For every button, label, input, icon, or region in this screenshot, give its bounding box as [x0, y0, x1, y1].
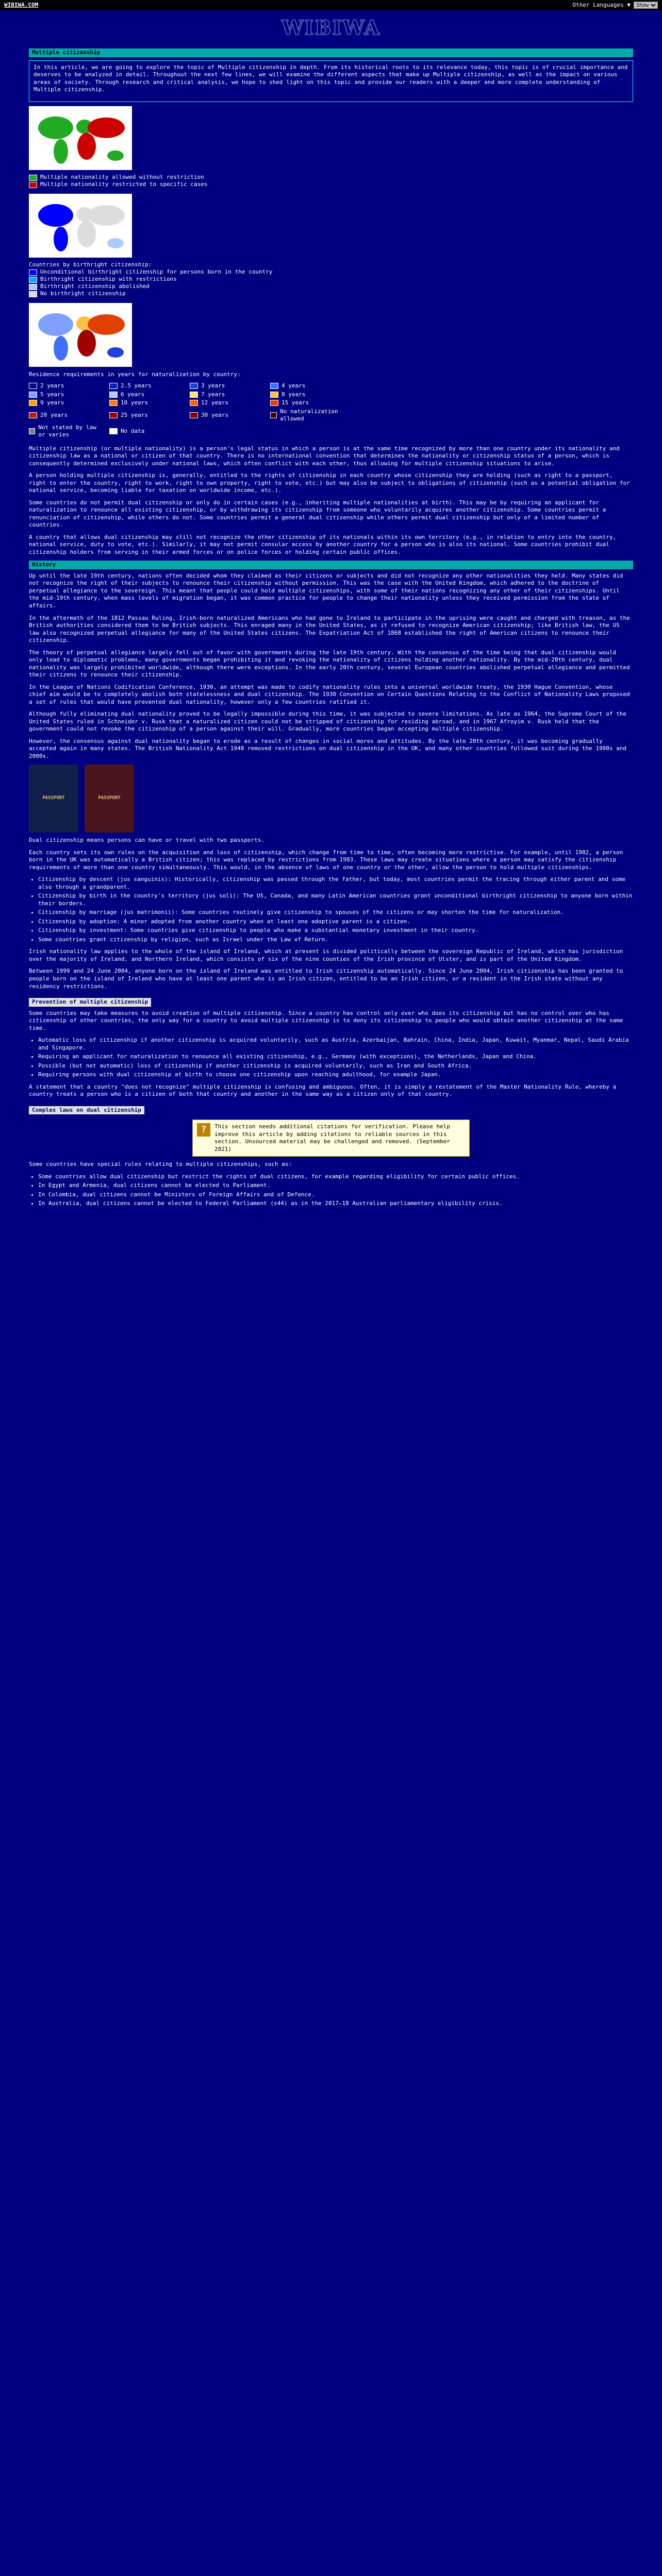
paragraph: However, the consensus against dual nationality began to erode as a result of changes in social mores and attitudes. By the late 20th century, it was becoming gradually accepted again in many states. The British Nationality Act 1948 removed restrictions on dual citizenship in the UK, and many other countries followed suit during the 1990s and 2000s. [29, 737, 626, 759]
legend-item [29, 399, 106, 407]
legend-label: 30 years [201, 411, 228, 418]
legend-item [29, 424, 106, 439]
list-item: • Possible (but not automatic) loss of citizenship if another citizenship is acquired voluntarily, such as Iran and South Africa. [38, 1062, 633, 1070]
language-selector [572, 2, 658, 9]
legend-swatch [29, 400, 37, 406]
legend-swatch [109, 383, 118, 389]
list-item: • Automatic loss of citizenship if another citizenship is acquired voluntarily, such as Austria, Azerbaijan, Bahrain, China, India, Japan, Kuwait, Myanmar, Nepal, Saudi Arabia and Singapore. [38, 1037, 633, 1052]
list-item: • Citizenship by marriage (jus matrimonii): Some countries routinely give citizenship to spouses of the citizens or may shorten the time for naturalization. [38, 909, 633, 917]
map-birthright [29, 194, 633, 258]
list-item: • Citizenship by adoption: A minor adopted from another country when at least one adoptive parent is a citizen. [38, 918, 633, 926]
section-prevention: Prevention of multiple citizenship [29, 998, 151, 1007]
list-item: • Some countries allow dual citizenship but restrict the rights of dual citizens, for example regarding eligibility for certain public offices. [38, 1173, 633, 1181]
legend-item: Multiple nationality restricted to specific cases [29, 181, 633, 189]
legend-label: 4 years [282, 382, 306, 389]
article-title: Multiple citizenship [29, 48, 633, 57]
legend-label: No naturalization allowed [280, 408, 338, 422]
legend-swatch [270, 392, 278, 398]
legend-item [109, 382, 187, 390]
list-item: • Citizenship by descent (jus sanguinis): Historically, citizenship was passed through the father, but today, most countries permit the tracing through either parent and some also through a grandparent. [38, 876, 633, 891]
legend-item [270, 382, 347, 390]
legend-item [270, 391, 347, 399]
intro-box [29, 60, 633, 102]
legend-item: Multiple nationality allowed without restriction [29, 174, 633, 181]
site-logo[interactable]: WIBIWA [281, 15, 381, 39]
legend-item [29, 391, 106, 399]
legend-item [270, 399, 347, 407]
language-select[interactable] [634, 2, 658, 9]
list-item: • Some countries grant citizenship by religion, such as Israel under the Law of Return. [38, 936, 633, 944]
legend-item [29, 408, 106, 423]
legend-swatch [29, 277, 37, 283]
legend-label: 3 years [201, 382, 225, 389]
legend-label: 25 years [121, 411, 148, 418]
legend-swatch [270, 412, 277, 418]
list-item: • In Egypt and Armenia, dual citizens cannot be elected to Parliament. [38, 1182, 633, 1190]
list-item: • In Australia, dual citizens cannot be elected to Federal Parliament (s44) as in the 2017–18 Australian parliamentary eligibility crisis. [38, 1200, 633, 1208]
world-map-3[interactable] [29, 303, 132, 367]
list-item: • Requiring an applicant for naturalization to renounce all existing citizenship, e.g., Germany (with exceptions), the Netherlands, Japan and China. [38, 1053, 633, 1061]
paragraph: Multiple citizenship (or multiple nationality) is a person's legal status in which a person is at the same time recognized by more than one country under its nationality and citizenship law as a national or citizen of that country. There is no international convention that determines the nationality or citizenship status of a person, which is consequently determined exclusively under national laws, which often conflict with each other, thus allowing for multiple citizenship situations to arise. [29, 445, 620, 467]
legend-swatch [190, 392, 198, 398]
paragraph: In the League of Nations Codification Conference, 1930, an attempt was made to codify nationality rules into a universal worldwide treaty, the 1930 Hague Convention, whose chief aim would be to completely abolish both statelessness and dual citizenship. The 1930 Convention on Certain Questions Relating to the Conflict of Nationality Laws proposed a set of rules that would have prevented dual nationality, however only a few countries ratified it. [29, 683, 630, 705]
legend-item [109, 408, 187, 423]
legend-label: 15 years [282, 399, 309, 406]
legend-label: 7 years [201, 391, 225, 398]
legend-swatch [190, 400, 198, 406]
passport-usa: PASSPORT [29, 765, 78, 833]
image-caption: Dual citizenship means persons can have or travel with two passports. [29, 837, 264, 844]
legend-swatch [29, 412, 37, 418]
legend-label: Not stated by law or varies [38, 423, 96, 438]
legend-item: No birthright citizenship [29, 291, 633, 298]
legend-swatch [270, 383, 278, 389]
map3-legend [29, 382, 633, 439]
intro-text: In this article, we are going to explore the topic of Multiple citizenship in depth. From its historical roots to its relevance today, this topic is of crucial importance and deserves to be analyzed in detail. Throughout the next few lines, we will examine the different aspects that make up Multiple citizenship, as well as the impact on various areas of society. Through research and critical analysis, we hope to shed light on this topic and provide our readers with a deeper and more complete understanding of Multiple citizenship. [34, 63, 628, 93]
paragraph: Some countries may take measures to avoid creation of multiple citizenship. Since a country has control only over who does its citizenship but has no control over who has citizenship of other countries, the only way for a country to avoid multiple citizenship is to deny its citizenship to people who would obtain another citizenship at the same time. [29, 1009, 623, 1031]
citation-warning [192, 1120, 470, 1157]
section-history: History [29, 561, 633, 569]
legend-swatch [29, 291, 37, 297]
paragraph: Some countries have special rules relating to multiple citizenships, such as: [29, 1161, 292, 1168]
paragraph: Although fully eliminating dual nationality proved to be legally impossible during this time, it was subjected to severe limitations. As late as 1964, the Supreme Court of the United States ruled in Schneider v. Rusk that a naturalized citizen could not be stripped of citizenship for residing abroad, and in 1967 Afroyim v. Rusk held that the government could not revoke the citizenship of a person against their will. Gradually, more countries began accepting multiple citizenship. [29, 710, 626, 733]
legend-swatch-red [29, 182, 37, 188]
legend-swatch [190, 383, 198, 389]
legend-swatch [109, 428, 118, 434]
list-item: • Requiring persons with dual citizenship at birth to choose one citizenship upon reaching adulthood, for example Japan. [38, 1071, 633, 1079]
list-acquisition [38, 876, 633, 943]
legend-label: 2.5 years [121, 382, 152, 389]
passport-image [29, 765, 633, 833]
paragraph: Up until the late 19th century, nations often decided whom they claimed as their citizens or subjects and did not recognize any other nationalities they held. Many states did not recognize the right of their subjects to renounce their citizenship without permission. This was the case with the United Kingdom, which adhered to the doctrine of perpetual allegiance to the sovereign. This meant that people could hold multiple citizenships, with some of their nations recognizing any other of their citizenships. Until the mid-19th century, when mass levels of migration began, it was common practice for people to change their nationality unless they received permission from the state of affairs. [29, 572, 623, 609]
main-content [0, 48, 662, 1208]
list-item: • Citizenship by birth in the country's territory (jus soli): The US, Canada, and many Latin American countries grant unconditional birthright citizenship to anyone born within their borders. [38, 892, 633, 907]
header [0, 10, 662, 45]
other-languages-label[interactable]: Other Languages ▼ [572, 1, 631, 8]
paragraph: A statement that a country "does not recognize" multiple citizenship is confusing and ambiguous. Often, it is simply a restatement of the Master Nationality Rule, whereby a country treats a person who is a citizen of both that country and another in the same way as a citizen only of that country. [29, 1083, 617, 1098]
legend-swatch-green [29, 175, 37, 181]
legend-item [109, 399, 187, 407]
legend-item [190, 391, 267, 399]
paragraph: In the aftermath of the 1812 Passau Ruling, Irish-born naturalized Americans who had gone to Ireland to participate in the uprising were caught and charged with treason, as the British authorities considered them to be British subjects. This enraged many in the United States, as it refused to recognize American citizenship; like British law, the US law also recognized perpetual allegiance for many of the United States citizens. The Expatriation Act of 1868 established the right of American citizens to renounce their citizenship. [29, 614, 630, 644]
legend-item [190, 382, 267, 390]
list-prevention [38, 1037, 633, 1079]
legend-swatch [190, 412, 198, 418]
list-item: • In Colombia, dual citizens cannot be Ministers of Foreign Affairs and of Defence. [38, 1191, 633, 1199]
legend-item: Unconditional birthright citizenship for persons born in the country [29, 269, 633, 276]
legend-label: 6 years [121, 391, 145, 398]
legend-label: No data [121, 427, 145, 434]
section-complex-laws: Complex laws on dual citizenship [29, 1106, 144, 1115]
legend-item [109, 391, 187, 399]
paragraph: A country that allows dual citizenship may still not recognize the other citizenship of its nationals within its own territory (e.g., in relation to entry into the country, national service, duty to vote, etc.). Similarly, it may not permit consular access by another country for a person who is also its national. Some countries prohibit dual citizenship holders from serving in their armed forces or on police forces or holding certain public offices. [29, 533, 617, 555]
map-dual-nationality [29, 106, 633, 170]
map3-caption: Residence requirements in years for naturalization by country: [29, 370, 241, 378]
map1-legend [29, 174, 633, 189]
legend-swatch [29, 269, 37, 276]
list-item: • Citizenship by investment: Some countries give citizenship to people who make a substantial monetary investment in their country. [38, 927, 633, 935]
legend-label: 9 years [40, 399, 64, 406]
legend-item [29, 382, 106, 390]
legend-swatch [109, 412, 118, 418]
map-residence [29, 303, 633, 367]
list-complex [38, 1173, 633, 1208]
top-bar [0, 0, 662, 10]
legend-label: 12 years [201, 399, 228, 406]
paragraph: Between 1999 and 24 June 2004, anyone born on the island of Ireland was entitled to Irish citizenship automatically. Since 24 June 2004, Irish citizenship has been granted to people born on the island of Ireland who have at least one parent who is an Irish citizen, entitled to be an Irish citizen, or a resident in the Irish state without any residency restrictions. [29, 968, 623, 990]
site-link[interactable]: WIBIWA.COM [4, 1, 39, 8]
legend-swatch [29, 392, 37, 398]
legend-label: 20 years [40, 411, 68, 418]
legend-item: Birthright citizenship abolished [29, 283, 633, 291]
legend-item [109, 424, 187, 439]
warning-text: This section needs additional citations for verification. Please help improve this article by adding citations to reliable sources in this section. Unsourced material may be challenged and removed. (September 2021) [214, 1123, 450, 1153]
legend-swatch [109, 400, 118, 406]
legend-label: 10 years [121, 399, 148, 406]
legend-swatch [29, 383, 37, 389]
legend-swatch [29, 284, 37, 290]
legend-swatch [270, 400, 278, 406]
legend-swatch [109, 392, 118, 398]
paragraph: A person holding multiple citizenship is, generally, entitled to the rights of citizenship in each country whose citizenship they are holding (such as right to a passport, right to enter the country, right to work, right to own property, right to vote, etc.) but may also be subject to obligations of citizenship (such as a potential obligation for national service, becoming liable for taxation on worldwide income, etc.). [29, 472, 630, 494]
legend-label: 5 years [40, 391, 64, 398]
legend-label: 2 years [40, 382, 64, 389]
paragraph: Some countries do not permit dual citizenship or only do in certain cases (e.g., inheriting multiple nationalities at birth). This may be by requiring an applicant for naturalization to renounce all existing citizenship, or by withdrawing its citizenship from someone who voluntarily acquires another citizenship. Some countries permit a renunciation of citizenship, while others do not. Some countries permit a general dual citizenship while others permit dual citizenship but only of a limited number of countries. [29, 499, 606, 529]
paragraph: The theory of perpetual allegiance largely fell out of favor with governments during the late 19th century. With the consensus of the time being that dual citizenship would only lead to diplomatic problems, many governments began prohibiting it and revoking the nationality of citizens holding another nationality. By the mid-20th century, dual nationality was largely prohibited worldwide, although there were exceptions. In the early 20th century, several European countries abolished perpetual allegiance and permitted their citizens to renounce their citizenship. [29, 649, 630, 679]
world-map-1[interactable] [29, 106, 132, 170]
legend-swatch [29, 428, 35, 434]
paragraph: Irish nationality law applies to the whole of the island of Ireland, which at present is divided politically between the sovereign Republic of Ireland, which has jurisdiction over the majority of Ireland, and Northern Ireland, which consists of six of the nine counties of the Irish province of Ulster, and is part of the United Kingdom. [29, 948, 623, 962]
map2-legend [29, 262, 633, 298]
legend-item [270, 408, 347, 423]
map2-caption: Countries by birthright citizenship: [29, 261, 152, 268]
passport-uk: PASSPORT [85, 765, 134, 833]
legend-item [190, 408, 267, 423]
question-icon: ? [197, 1123, 210, 1137]
legend-label: 8 years [282, 391, 306, 398]
world-map-2[interactable] [29, 194, 132, 258]
paragraph: Each country sets its own rules on the acquisition and loss of citizenship, which change from time to time, often becoming more restrictive. For example, until 1982, a person born in the UK was automatically a British citizen; this was replaced by restrictions from 1983. These laws may create situations where a person may satisfy the citizenship requirements of more than one country simultaneously. This would, in the absence of laws of one country or the other, allow the person to hold multiple citizenships. [29, 849, 623, 871]
legend-item: Birthright citizenship with restrictions [29, 276, 633, 283]
legend-item [190, 399, 267, 407]
